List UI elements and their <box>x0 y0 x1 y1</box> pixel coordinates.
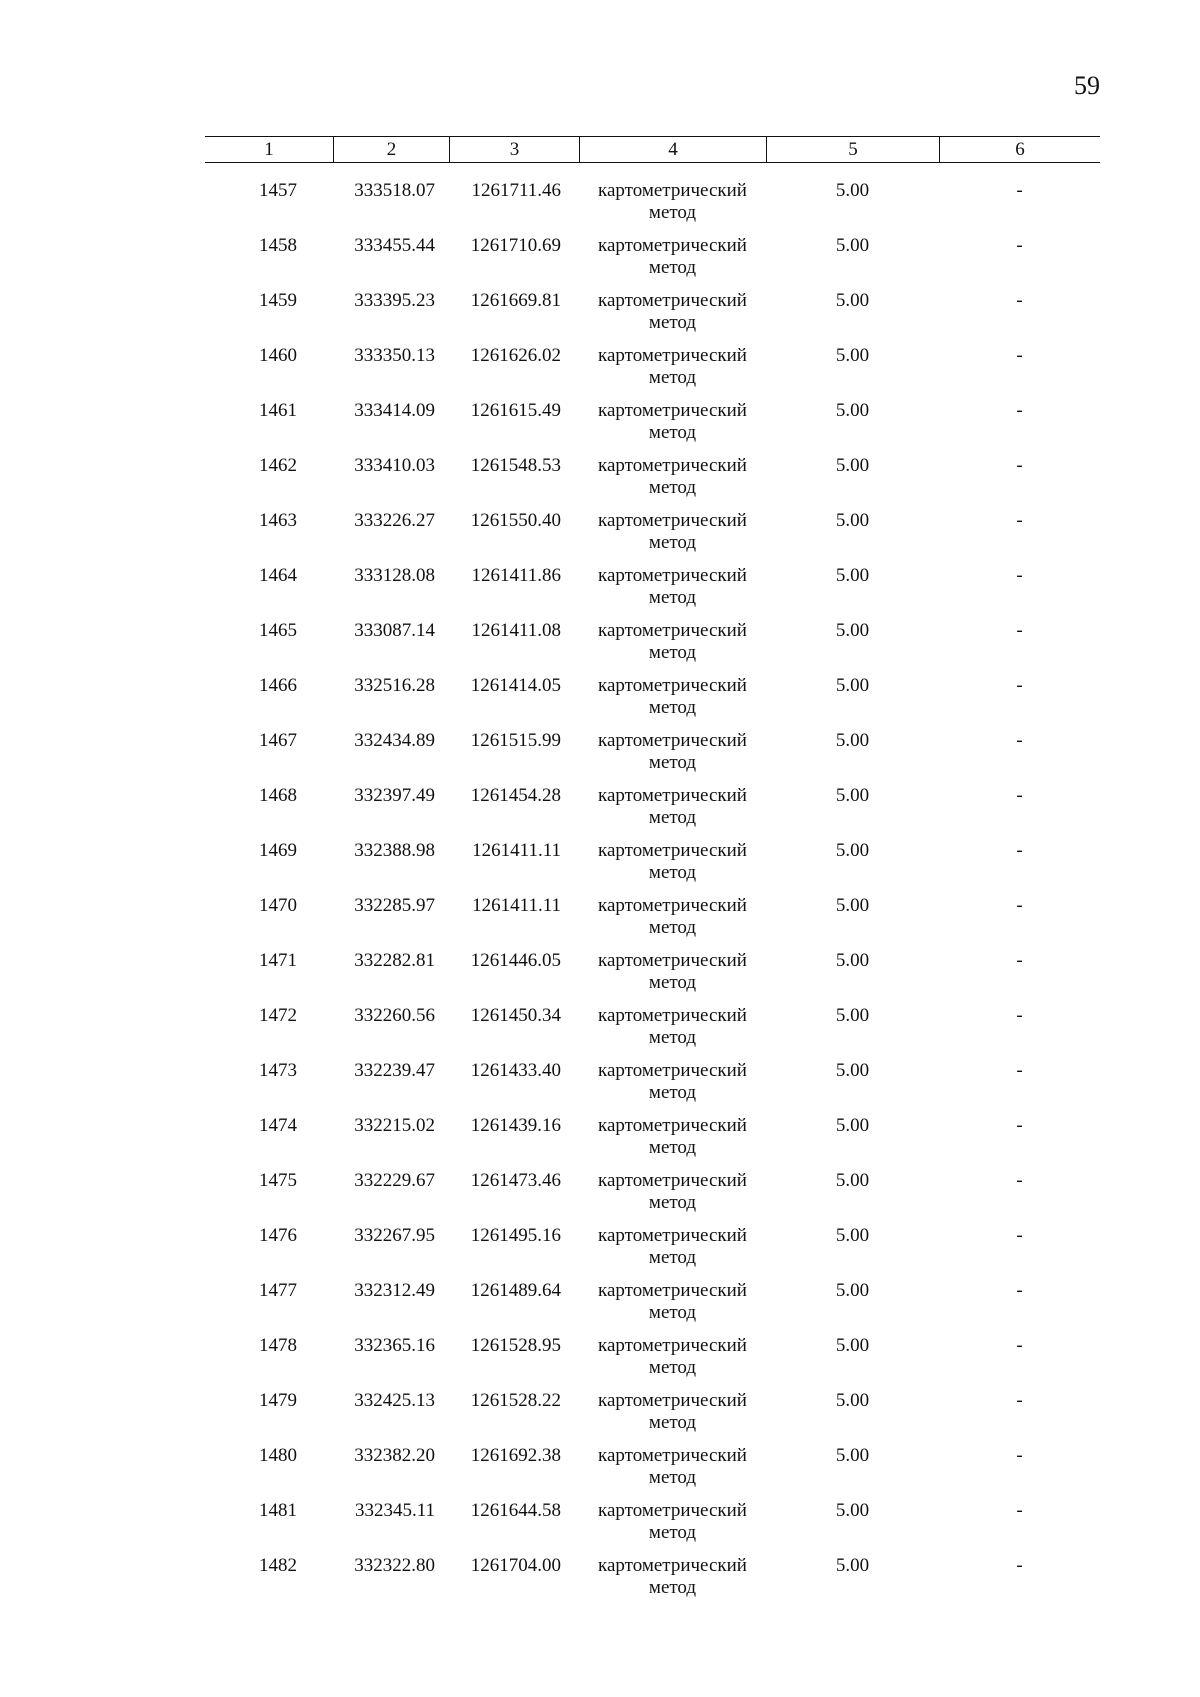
point-number-cell: 1476 <box>259 1225 297 1246</box>
x-coordinate-cell: 332388.98 <box>354 840 435 861</box>
x-coordinate-cell: 332285.97 <box>354 895 435 916</box>
method-line-1: картометрический <box>598 1005 747 1026</box>
column-header: 2 <box>333 137 449 162</box>
table-row <box>205 1500 1100 1555</box>
y-coordinate-cell: 1261446.05 <box>470 950 561 971</box>
method-line-1: картометрический <box>598 1335 747 1356</box>
accuracy-cell: 5.00 <box>835 400 870 421</box>
table-row <box>205 565 1100 620</box>
note-cell: - <box>1016 620 1023 641</box>
y-coordinate-cell: 1261473.46 <box>470 1170 561 1191</box>
y-coordinate-cell: 1261615.49 <box>470 400 561 421</box>
note-cell: - <box>1016 235 1023 256</box>
point-number-cell: 1466 <box>259 675 297 696</box>
method-cell <box>579 180 766 235</box>
x-coordinate-cell: 333087.14 <box>354 620 435 641</box>
x-coordinate-cell: 332365.16 <box>354 1335 435 1356</box>
method-cell <box>579 730 766 785</box>
table-row <box>205 290 1100 345</box>
method-line-1: картометрический <box>598 1115 747 1136</box>
y-coordinate-cell: 1261433.40 <box>470 1060 561 1081</box>
method-line-2: метод <box>648 862 697 883</box>
note-cell: - <box>1016 1060 1023 1081</box>
table-row <box>205 1555 1100 1610</box>
method-line-1: картометрический <box>598 1060 747 1081</box>
method-cell <box>579 1280 766 1335</box>
method-line-2: метод <box>648 202 697 223</box>
point-number-cell: 1464 <box>259 565 297 586</box>
column-header: 3 <box>449 137 579 162</box>
point-number-cell: 1480 <box>259 1445 297 1466</box>
y-coordinate-cell: 1261528.22 <box>470 1390 561 1411</box>
x-coordinate-cell: 333350.13 <box>354 345 435 366</box>
table-row <box>205 730 1100 785</box>
point-number-cell: 1478 <box>259 1335 297 1356</box>
note-cell: - <box>1016 400 1023 421</box>
method-line-2: метод <box>648 972 697 993</box>
x-coordinate-cell: 332260.56 <box>354 1005 435 1026</box>
method-cell <box>579 1170 766 1225</box>
table-body <box>205 163 1100 1610</box>
method-line-2: метод <box>648 312 697 333</box>
table-row <box>205 1115 1100 1170</box>
table-row <box>205 1280 1100 1335</box>
table-row <box>205 180 1100 235</box>
column-header: 4 <box>579 137 766 162</box>
method-line-1: картометрический <box>598 895 747 916</box>
note-cell: - <box>1016 1500 1023 1521</box>
x-coordinate-cell: 332322.80 <box>354 1555 435 1576</box>
accuracy-cell: 5.00 <box>835 1005 870 1026</box>
x-coordinate-cell: 333395.23 <box>354 290 435 311</box>
x-coordinate-cell: 332312.49 <box>354 1280 435 1301</box>
method-cell <box>579 1335 766 1390</box>
method-line-1: картометрический <box>598 1445 747 1466</box>
method-line-2: метод <box>648 1577 697 1598</box>
table-row <box>205 675 1100 730</box>
method-line-2: метод <box>648 532 697 553</box>
method-line-2: метод <box>648 1027 697 1048</box>
y-coordinate-cell: 1261550.40 <box>470 510 561 531</box>
method-line-2: метод <box>648 477 697 498</box>
accuracy-cell: 5.00 <box>835 510 870 531</box>
note-cell: - <box>1016 1280 1023 1301</box>
method-line-1: картометрический <box>598 455 747 476</box>
method-line-2: метод <box>648 1357 697 1378</box>
y-coordinate-cell: 1261710.69 <box>470 235 561 256</box>
point-number-cell: 1465 <box>259 620 297 641</box>
x-coordinate-cell: 332239.47 <box>354 1060 435 1081</box>
method-cell <box>579 840 766 895</box>
x-coordinate-cell: 332397.49 <box>354 785 435 806</box>
y-coordinate-cell: 1261411.08 <box>471 620 561 641</box>
y-coordinate-cell: 1261450.34 <box>470 1005 561 1026</box>
accuracy-cell: 5.00 <box>835 1390 870 1411</box>
accuracy-cell: 5.00 <box>835 840 870 861</box>
x-coordinate-cell: 333455.44 <box>354 235 435 256</box>
note-cell: - <box>1016 1555 1023 1576</box>
method-cell <box>579 510 766 565</box>
y-coordinate-cell: 1261644.58 <box>470 1500 561 1521</box>
method-line-1: картометрический <box>598 675 747 696</box>
y-coordinate-cell: 1261411.11 <box>472 895 561 916</box>
point-number-cell: 1468 <box>259 785 297 806</box>
method-cell <box>579 895 766 950</box>
note-cell: - <box>1016 1335 1023 1356</box>
x-coordinate-cell: 332434.89 <box>354 730 435 751</box>
method-cell <box>579 785 766 840</box>
method-line-1: картометрический <box>598 565 747 586</box>
x-coordinate-cell: 333226.27 <box>354 510 435 531</box>
note-cell: - <box>1016 1390 1023 1411</box>
method-cell <box>579 1500 766 1555</box>
y-coordinate-cell: 1261515.99 <box>470 730 561 751</box>
method-line-2: метод <box>648 1302 697 1323</box>
y-coordinate-cell: 1261704.00 <box>470 1555 561 1576</box>
method-line-2: метод <box>648 917 697 938</box>
x-coordinate-cell: 332282.81 <box>354 950 435 971</box>
note-cell: - <box>1016 565 1023 586</box>
x-coordinate-cell: 332345.11 <box>354 1500 435 1521</box>
accuracy-cell: 5.00 <box>835 730 870 751</box>
coordinates-table <box>205 136 1100 1610</box>
method-line-2: метод <box>648 1467 697 1488</box>
table-row <box>205 785 1100 840</box>
table-row <box>205 510 1100 565</box>
method-line-2: метод <box>648 752 697 773</box>
method-line-1: картометрический <box>598 1170 747 1191</box>
accuracy-cell: 5.00 <box>835 1115 870 1136</box>
accuracy-cell: 5.00 <box>835 785 870 806</box>
accuracy-cell: 5.00 <box>835 620 870 641</box>
y-coordinate-cell: 1261711.46 <box>471 180 561 201</box>
x-coordinate-cell: 333128.08 <box>354 565 435 586</box>
accuracy-cell: 5.00 <box>835 1170 870 1191</box>
x-coordinate-cell: 332425.13 <box>354 1390 435 1411</box>
note-cell: - <box>1016 785 1023 806</box>
method-line-2: метод <box>648 642 697 663</box>
method-line-1: картометрический <box>598 1500 747 1521</box>
method-cell <box>579 1445 766 1500</box>
method-line-2: метод <box>648 1082 697 1103</box>
method-line-2: метод <box>648 587 697 608</box>
accuracy-cell: 5.00 <box>835 180 870 201</box>
point-number-cell: 1462 <box>259 455 297 476</box>
accuracy-cell: 5.00 <box>835 1225 870 1246</box>
method-line-1: картометрический <box>598 235 747 256</box>
table-row <box>205 400 1100 455</box>
point-number-cell: 1460 <box>259 345 297 366</box>
method-cell <box>579 950 766 1005</box>
accuracy-cell: 5.00 <box>835 1280 870 1301</box>
method-cell <box>579 1005 766 1060</box>
accuracy-cell: 5.00 <box>835 1500 870 1521</box>
point-number-cell: 1472 <box>259 1005 297 1026</box>
method-line-1: картометрический <box>598 785 747 806</box>
method-cell <box>579 345 766 400</box>
point-number-cell: 1459 <box>259 290 297 311</box>
method-cell <box>579 1555 766 1610</box>
point-number-cell: 1471 <box>259 950 297 971</box>
method-line-1: картометрический <box>598 510 747 531</box>
point-number-cell: 1457 <box>259 180 297 201</box>
table-row <box>205 1335 1100 1390</box>
note-cell: - <box>1016 345 1023 366</box>
note-cell: - <box>1016 180 1023 201</box>
point-number-cell: 1470 <box>259 895 297 916</box>
table-row <box>205 345 1100 400</box>
y-coordinate-cell: 1261692.38 <box>470 1445 561 1466</box>
y-coordinate-cell: 1261489.64 <box>470 1280 561 1301</box>
accuracy-cell: 5.00 <box>835 455 870 476</box>
x-coordinate-cell: 332215.02 <box>354 1115 435 1136</box>
method-cell <box>579 235 766 290</box>
method-line-2: метод <box>648 1137 697 1158</box>
x-coordinate-cell: 333410.03 <box>354 455 435 476</box>
note-cell: - <box>1016 730 1023 751</box>
accuracy-cell: 5.00 <box>835 1445 870 1466</box>
point-number-cell: 1461 <box>259 400 297 421</box>
page-number: 59 <box>1074 71 1100 100</box>
note-cell: - <box>1016 895 1023 916</box>
table-row <box>205 1225 1100 1280</box>
accuracy-cell: 5.00 <box>835 235 870 256</box>
y-coordinate-cell: 1261411.86 <box>471 565 561 586</box>
x-coordinate-cell: 332382.20 <box>354 1445 435 1466</box>
point-number-cell: 1479 <box>259 1390 297 1411</box>
y-coordinate-cell: 1261495.16 <box>470 1225 561 1246</box>
point-number-cell: 1458 <box>259 235 297 256</box>
table-row <box>205 1445 1100 1500</box>
table-row <box>205 840 1100 895</box>
accuracy-cell: 5.00 <box>835 895 870 916</box>
method-line-1: картометрический <box>598 1390 747 1411</box>
point-number-cell: 1481 <box>259 1500 297 1521</box>
method-line-1: картометрический <box>598 620 747 641</box>
point-number-cell: 1474 <box>259 1115 297 1136</box>
point-number-cell: 1473 <box>259 1060 297 1081</box>
method-cell <box>579 290 766 345</box>
method-line-2: метод <box>648 257 697 278</box>
method-line-2: метод <box>648 367 697 388</box>
y-coordinate-cell: 1261414.05 <box>470 675 561 696</box>
table-row <box>205 455 1100 510</box>
method-line-1: картометрический <box>598 950 747 971</box>
x-coordinate-cell: 333518.07 <box>354 180 435 201</box>
method-line-1: картометрический <box>598 840 747 861</box>
method-line-2: метод <box>648 1522 697 1543</box>
method-line-1: картометрический <box>598 290 747 311</box>
method-cell <box>579 1115 766 1170</box>
x-coordinate-cell: 332229.67 <box>354 1170 435 1191</box>
note-cell: - <box>1016 1170 1023 1191</box>
note-cell: - <box>1016 455 1023 476</box>
y-coordinate-cell: 1261454.28 <box>470 785 561 806</box>
point-number-cell: 1482 <box>259 1555 297 1576</box>
y-coordinate-cell: 1261548.53 <box>470 455 561 476</box>
y-coordinate-cell: 1261669.81 <box>470 290 561 311</box>
column-header: 5 <box>766 137 939 162</box>
method-cell <box>579 455 766 510</box>
note-cell: - <box>1016 1005 1023 1026</box>
point-number-cell: 1467 <box>259 730 297 751</box>
method-line-2: метод <box>648 1247 697 1268</box>
point-number-cell: 1469 <box>259 840 297 861</box>
point-number-cell: 1477 <box>259 1280 297 1301</box>
accuracy-cell: 5.00 <box>835 675 870 696</box>
x-coordinate-cell: 332516.28 <box>354 675 435 696</box>
method-line-1: картометрический <box>598 1225 747 1246</box>
method-line-1: картометрический <box>598 400 747 421</box>
note-cell: - <box>1016 1445 1023 1466</box>
method-line-1: картометрический <box>598 345 747 366</box>
point-number-cell: 1463 <box>259 510 297 531</box>
note-cell: - <box>1016 1115 1023 1136</box>
method-cell <box>579 620 766 675</box>
accuracy-cell: 5.00 <box>835 1060 870 1081</box>
method-cell <box>579 400 766 455</box>
method-line-1: картометрический <box>598 1280 747 1301</box>
method-line-2: метод <box>648 807 697 828</box>
method-cell <box>579 675 766 730</box>
method-cell <box>579 565 766 620</box>
method-line-2: метод <box>648 422 697 443</box>
column-header: 6 <box>939 137 1100 162</box>
method-line-1: картометрический <box>598 180 747 201</box>
method-line-2: метод <box>648 1412 697 1433</box>
table-header <box>205 136 1100 163</box>
method-cell <box>579 1225 766 1280</box>
note-cell: - <box>1016 1225 1023 1246</box>
method-line-2: метод <box>648 1192 697 1213</box>
method-line-2: метод <box>648 697 697 718</box>
table-row <box>205 1390 1100 1445</box>
accuracy-cell: 5.00 <box>835 345 870 366</box>
method-cell <box>579 1390 766 1445</box>
column-header: 1 <box>264 139 274 160</box>
method-cell <box>579 1060 766 1115</box>
table-row <box>205 1060 1100 1115</box>
table-row <box>205 950 1100 1005</box>
note-cell: - <box>1016 840 1023 861</box>
table-row <box>205 1005 1100 1060</box>
y-coordinate-cell: 1261528.95 <box>470 1335 561 1356</box>
method-line-1: картометрический <box>598 730 747 751</box>
table-row <box>205 620 1100 675</box>
method-line-1: картометрический <box>598 1555 747 1576</box>
point-number-cell: 1475 <box>259 1170 297 1191</box>
y-coordinate-cell: 1261411.11 <box>472 840 561 861</box>
table-row <box>205 895 1100 950</box>
x-coordinate-cell: 332267.95 <box>354 1225 435 1246</box>
note-cell: - <box>1016 510 1023 531</box>
accuracy-cell: 5.00 <box>835 1555 870 1576</box>
y-coordinate-cell: 1261626.02 <box>470 345 561 366</box>
x-coordinate-cell: 333414.09 <box>354 400 435 421</box>
accuracy-cell: 5.00 <box>835 565 870 586</box>
note-cell: - <box>1016 950 1023 971</box>
accuracy-cell: 5.00 <box>835 290 870 311</box>
table-row <box>205 1170 1100 1225</box>
y-coordinate-cell: 1261439.16 <box>470 1115 561 1136</box>
accuracy-cell: 5.00 <box>835 950 870 971</box>
accuracy-cell: 5.00 <box>835 1335 870 1356</box>
note-cell: - <box>1016 290 1023 311</box>
note-cell: - <box>1016 675 1023 696</box>
table-row <box>205 235 1100 290</box>
